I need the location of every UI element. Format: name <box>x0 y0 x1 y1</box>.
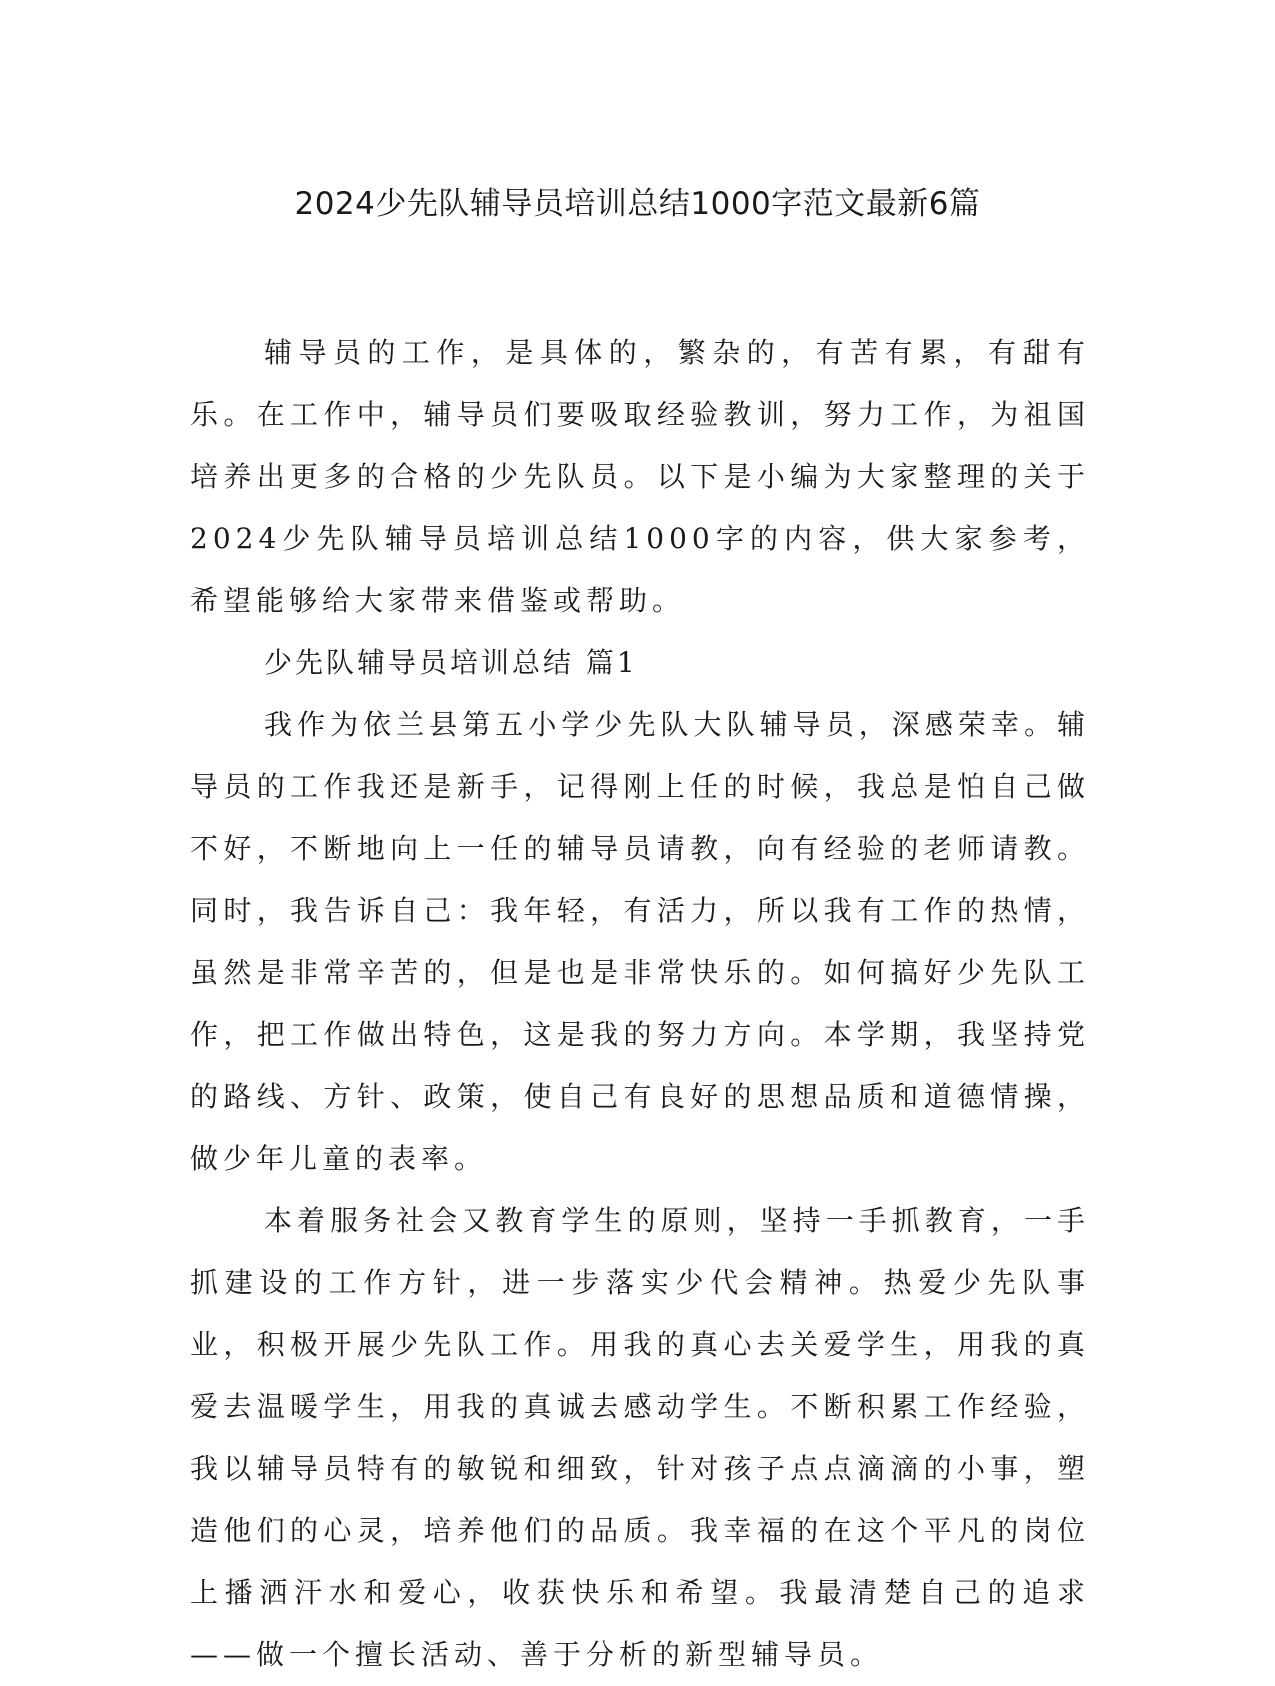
document-body <box>190 322 1090 1686</box>
intro-paragraph: 辅导员的工作，是具体的，繁杂的，有苦有累，有甜有乐。在工作中，辅导员们要吸取经验教训，努力工作，为祖国培养出更多的合格的少先队员。以下是小编为大家整理的关于2024少先队辅导员培训总结1000字的内容，供大家参考，希望能够给大家带来借鉴或帮助。 <box>190 336 1090 617</box>
section-paragraph-1: 我作为依兰县第五小学少先队大队辅导员，深感荣幸。辅导员的工作我还是新手，记得刚上任的时候，我总是怕自己做不好，不断地向上一任的辅导员请教，向有经验的老师请教。同时，我告诉自己：我年轻，有活力，所以我有工作的热情，虽然是非常辛苦的，但是也是非常快乐的。如何搞好少先队工作，把工作做出特色，这是我的努力方向。本学期，我坚持党的路线、方针、政策，使自己有良好的思想品质和道德情操，做少年儿童的表率。 <box>190 708 1090 1175</box>
section-heading: 少先队辅导员培训总结 篇1 <box>264 646 638 679</box>
document-title: 2024少先队辅导员培训总结1000字范文最新6篇 <box>294 186 981 222</box>
section-paragraph-2: 本着服务社会又教育学生的原则，坚持一手抓教育，一手抓建设的工作方针，进一步落实少代会精神。热爱少先队事业，积极开展少先队工作。用我的真心去关爱学生，用我的真爱去温暖学生，用我的真诚去感动学生。不断积累工作经验，我以辅导员特有的敏锐和细致，针对孩子点点滴滴的小事，塑造他们的心灵，培养他们的品质。我幸福的在这个平凡的岗位上播洒汗水和爱心，收获快乐和希望。我最清楚自己的追求——做一个擅长活动、善于分析的新型辅导员。 <box>190 1204 1090 1671</box>
